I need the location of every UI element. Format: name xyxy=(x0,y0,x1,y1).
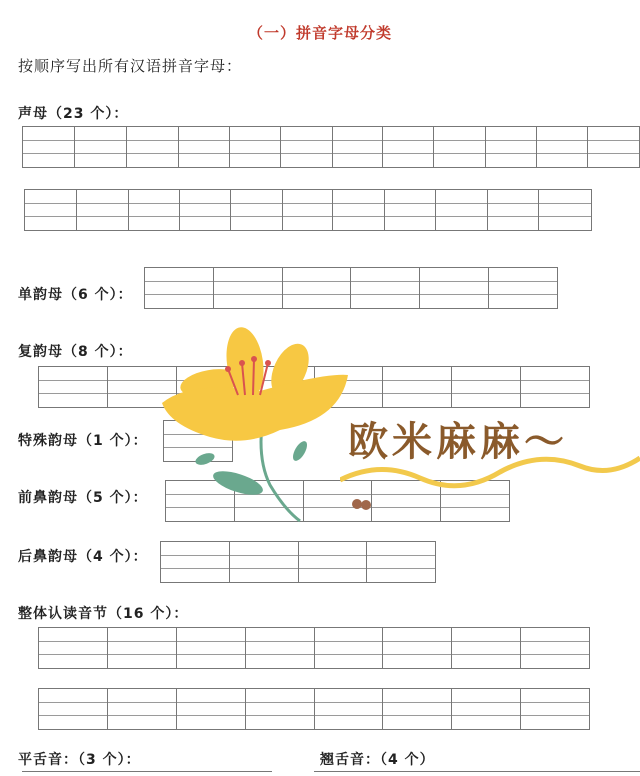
writing-cell[interactable] xyxy=(521,367,590,408)
writing-cell[interactable] xyxy=(39,689,108,730)
writing-cell[interactable] xyxy=(383,127,434,168)
zhengti-label: 整体认读音节（16 个）： xyxy=(18,606,189,622)
writing-cell[interactable] xyxy=(145,268,214,309)
qiaoshe-grid-edge xyxy=(314,771,640,772)
danyunmu-grid[interactable] xyxy=(144,267,558,309)
fuyunmu-label: 复韵母（8 个）： xyxy=(18,344,133,360)
writing-cell[interactable] xyxy=(283,268,352,309)
writing-cell[interactable] xyxy=(434,127,486,168)
houbi-grid[interactable] xyxy=(160,541,436,583)
writing-cell[interactable] xyxy=(489,268,558,309)
writing-cell[interactable] xyxy=(23,127,75,168)
writing-cell[interactable] xyxy=(315,689,384,730)
writing-cell[interactable] xyxy=(283,190,334,231)
writing-cell[interactable] xyxy=(177,689,246,730)
writing-cell[interactable] xyxy=(230,542,299,583)
writing-cell[interactable] xyxy=(246,628,315,669)
shengmu-grid-row1[interactable] xyxy=(22,126,640,168)
writing-cell[interactable] xyxy=(231,190,283,231)
writing-cell[interactable] xyxy=(127,127,179,168)
flower-sticker xyxy=(150,325,350,525)
writing-cell[interactable] xyxy=(521,689,590,730)
writing-cell[interactable] xyxy=(214,268,283,309)
teshu-label: 特殊韵母（1 个）： xyxy=(18,433,148,449)
zhengti-grid-row2[interactable] xyxy=(38,688,590,730)
writing-cell[interactable] xyxy=(521,628,590,669)
instruction-text: 按顺序写出所有汉语拼音字母： xyxy=(18,57,243,75)
writing-cell[interactable] xyxy=(108,689,177,730)
writing-cell[interactable] xyxy=(488,190,539,231)
watermark-text: 欧米麻麻～ xyxy=(348,418,568,465)
zhengti-grid-row1[interactable] xyxy=(38,627,590,669)
writing-cell[interactable] xyxy=(39,628,108,669)
writing-cell[interactable] xyxy=(486,127,537,168)
writing-cell[interactable] xyxy=(161,542,230,583)
writing-cell[interactable] xyxy=(385,190,436,231)
writing-cell[interactable] xyxy=(108,628,177,669)
writing-cell[interactable] xyxy=(452,628,521,669)
writing-cell[interactable] xyxy=(246,689,315,730)
writing-cell[interactable] xyxy=(420,268,489,309)
houbi-label: 后鼻韵母（4 个）： xyxy=(18,549,148,565)
writing-cell[interactable] xyxy=(299,542,368,583)
writing-cell[interactable] xyxy=(75,127,127,168)
page-title: （一）拼音字母分类 xyxy=(247,24,392,42)
danyunmu-label: 单韵母（6 个）： xyxy=(18,287,133,303)
writing-cell[interactable] xyxy=(129,190,180,231)
writing-cell[interactable] xyxy=(383,689,452,730)
writing-cell[interactable] xyxy=(177,628,246,669)
writing-cell[interactable] xyxy=(537,127,588,168)
writing-cell[interactable] xyxy=(383,367,452,408)
writing-cell[interactable] xyxy=(39,367,108,408)
writing-cell[interactable] xyxy=(315,628,384,669)
writing-cell[interactable] xyxy=(179,127,230,168)
writing-cell[interactable] xyxy=(180,190,231,231)
qiaoshe-label: 翘舌音：（4 个） xyxy=(320,752,435,768)
writing-cell[interactable] xyxy=(230,127,281,168)
shengmu-grid-row2[interactable] xyxy=(24,189,592,231)
writing-cell[interactable] xyxy=(333,190,385,231)
writing-cell[interactable] xyxy=(25,190,77,231)
writing-cell[interactable] xyxy=(367,542,436,583)
qianbi-label: 前鼻韵母（5 个）： xyxy=(18,490,148,506)
writing-cell[interactable] xyxy=(383,628,452,669)
shengmu-label: 声母（23 个）： xyxy=(18,106,129,122)
writing-cell[interactable] xyxy=(281,127,333,168)
writing-cell[interactable] xyxy=(588,127,640,168)
writing-cell[interactable] xyxy=(452,689,521,730)
writing-cell[interactable] xyxy=(452,367,521,408)
writing-cell[interactable] xyxy=(539,190,592,231)
writing-cell[interactable] xyxy=(333,127,384,168)
pingshe-grid-edge xyxy=(22,771,272,772)
writing-cell[interactable] xyxy=(351,268,420,309)
writing-cell[interactable] xyxy=(77,190,129,231)
pingshe-label: 平舌音：（3 个）： xyxy=(18,752,141,768)
writing-cell[interactable] xyxy=(436,190,488,231)
